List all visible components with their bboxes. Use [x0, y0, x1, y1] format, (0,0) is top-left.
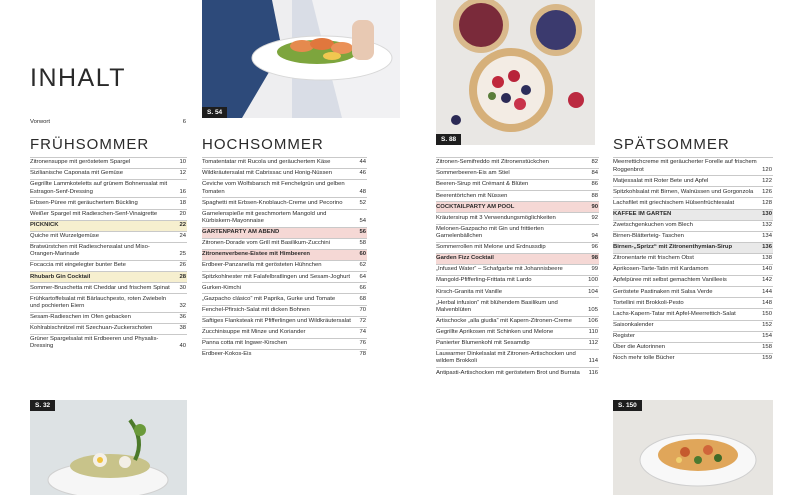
entry-title: Bratwürstchen mit Radieschensalat und Miso-Orangen-Marinade [30, 244, 150, 258]
entry-page: 126 [762, 188, 772, 195]
toc-entry-highlight[interactable] [202, 249, 367, 260]
toc-entry[interactable] [30, 312, 187, 323]
entry-title: Focaccia mit eingelegter bunter Bete [30, 262, 126, 269]
entry-title: Spitzkohlnester mit Falafelbratlingen und Sesam-Joghurt [202, 273, 350, 280]
entry-page: 40 [179, 343, 186, 350]
entry-title: Erdbeer-Kokos-Eis [202, 351, 252, 358]
hochsommer-photo [202, 0, 400, 118]
entry-page: 20 [179, 210, 186, 217]
entry-title: Sommer-Bruschetta mit Cheddar und frischem Spinat [30, 284, 170, 291]
toc-entry-vorwort[interactable] [30, 118, 187, 128]
toc-entry[interactable] [436, 157, 599, 168]
toc-entry[interactable] [30, 168, 187, 179]
toc-entry[interactable] [30, 260, 187, 271]
shrimp-plate-image [202, 0, 400, 118]
entry-title: Sommerbeeren-Eis am Stiel [436, 170, 510, 177]
toc-entry[interactable] [436, 212, 599, 223]
entry-page: 18 [179, 199, 186, 206]
entry-page: 92 [591, 214, 598, 221]
toc-entry[interactable] [202, 179, 367, 197]
entry-title: Zitronensuppe mit geröstetem Spargel [30, 159, 131, 166]
entry-page: 128 [762, 199, 772, 206]
toc-entry[interactable] [613, 197, 773, 208]
toc-entry[interactable] [613, 275, 773, 286]
toc-entry[interactable] [436, 286, 599, 297]
entry-page: 38 [179, 325, 186, 332]
entry-page: 105 [588, 306, 598, 313]
toc-entry[interactable] [613, 320, 773, 331]
entry-page: 12 [179, 170, 186, 177]
entry-title: „Herbal infusion“ mit blühendem Basilikum und Malvenblüten [436, 299, 558, 313]
entry-title: Mangold-Pfifferling-Frittata mit Lardo [436, 277, 532, 284]
toc-entry[interactable] [202, 168, 367, 179]
entry-title: Grüner Spargelsalat mit Erdbeeren und Physalis-Dressing [30, 336, 159, 350]
toc-entry-highlight[interactable] [30, 271, 187, 282]
entry-title: Wildkräutersalat mit Cabrissac und Honig-Nüssen [202, 170, 332, 177]
toc-entry[interactable] [613, 186, 773, 197]
toc-entry[interactable] [436, 316, 599, 327]
entry-title: Beeren-Sirup mit Crémant & Blüten [436, 181, 529, 188]
toc-entry[interactable] [202, 209, 367, 227]
entry-title: Zitronen-Semifreddo mit Zitronenstückchen [436, 159, 549, 166]
pasta-bowl-image [613, 400, 773, 495]
entry-title: Erbsen-Püree mit geräuchertem Bückling [30, 199, 138, 206]
entry-page: 25 [179, 251, 186, 258]
entry-title: COCKTAILPARTY AM POOL [436, 203, 515, 210]
entry-page: 10 [179, 159, 186, 166]
entry-title: Zitronen-Dorade vom Grill mit Basilikum-Zucchini [202, 240, 330, 247]
entry-title: Erdbeer-Panzanella mit gerösteten Hühnchen [202, 262, 322, 269]
entry-title: Sesam-Radieschen im Ofen gebacken [30, 314, 131, 321]
entry-page: 30 [179, 284, 186, 291]
entry-title: Zucchinisuppe mit Minze und Koriander [202, 329, 306, 336]
toc-entry[interactable] [436, 327, 599, 338]
toc-entry[interactable] [202, 327, 367, 338]
entry-page: 88 [591, 192, 598, 199]
entry-title: Spitzkohlsalat mit Birnen, Walnüssen und Gorgonzola [613, 188, 754, 195]
entry-page: 70 [359, 306, 366, 313]
toc-entry[interactable] [30, 179, 187, 197]
toc-entry[interactable] [613, 157, 773, 175]
entry-page: 154 [762, 332, 772, 339]
toc-list-spaetsommer [613, 157, 773, 364]
entry-page: 64 [359, 273, 366, 280]
entry-title: Kohlrabischnitzel mit Szechuan-Zuckerschoten [30, 325, 153, 332]
entry-title: Sommerrollen mit Melone und Erdnussdip [436, 244, 546, 251]
toc-entry[interactable] [613, 231, 773, 242]
toc-entry[interactable] [436, 349, 599, 367]
toc-entry[interactable] [30, 242, 187, 260]
toc-entry-highlight[interactable] [436, 253, 599, 264]
entry-title: KAFFEE IM GARTEN [613, 210, 672, 217]
toc-entry[interactable] [30, 282, 187, 293]
toc-entry[interactable] [436, 338, 599, 349]
entry-title: Saisonkalender [613, 321, 654, 328]
entry-title: Über die Autorinnen [613, 344, 666, 350]
entry-page: 150 [762, 310, 772, 317]
entry-title: Zitronenverbene-Eistee mit Himbeeren [202, 251, 311, 258]
entry-page: 6 [182, 119, 186, 126]
entry-page: 99 [591, 266, 598, 273]
entry-page: 138 [762, 255, 772, 262]
section-title-spaetsommer: SPÄTSOMMER [613, 136, 730, 153]
entry-title: Birnen-Blätterteig- Taschen [613, 233, 684, 240]
entry-page: 106 [588, 317, 598, 324]
entry-page: 68 [359, 295, 366, 302]
toc-entry[interactable] [30, 209, 187, 220]
entry-page: 94 [591, 233, 598, 240]
entry-title: „Infused Water“ – Schafgarbe mit Johannisbeere [436, 266, 563, 273]
spaetsommer-bottom-photo [613, 400, 773, 495]
entry-title: Birnen-„Sprizz“ mit Zitronenthymian-Sirup [613, 244, 733, 251]
toc-entry[interactable] [613, 264, 773, 275]
entry-page: 52 [359, 199, 366, 206]
toc-entry[interactable] [30, 157, 187, 168]
toc-entry[interactable] [202, 271, 367, 282]
entry-title: GARTENPARTY AM ABEND [202, 229, 280, 236]
entry-title: Frühkartoffelsalat mit Bärlauchpesto, roten Zwiebeln und pochierten Eiern [30, 295, 167, 309]
entry-page: 84 [591, 170, 598, 177]
toc-entry[interactable] [613, 175, 773, 186]
entry-title: Meerrettichcreme mit geräucherter Forelle auf frischem Roggenbrot [613, 159, 757, 173]
toc-entry[interactable] [202, 282, 367, 293]
toc-entry[interactable] [613, 308, 773, 319]
toc-entry-highlight[interactable] [436, 201, 599, 212]
toc-entry[interactable] [613, 286, 773, 297]
toc-entry[interactable] [202, 338, 367, 349]
entry-title: Tomatentatar mit Rucola und geräuchertem Käse [202, 159, 331, 166]
toc-entry[interactable] [613, 253, 773, 264]
toc-entry[interactable] [202, 197, 367, 208]
entry-page: 116 [588, 369, 598, 376]
entry-page: 122 [762, 177, 772, 184]
toc-list-fruehsommer [30, 157, 187, 352]
entry-page: 72 [359, 317, 366, 324]
entry-page: 26 [179, 262, 186, 269]
entry-page: 148 [762, 299, 772, 306]
toc-entry[interactable] [30, 334, 187, 352]
entry-title: Vorwort [30, 119, 50, 126]
entry-page: 46 [359, 170, 366, 177]
entry-page: 144 [762, 288, 772, 295]
entry-page: 44 [359, 159, 366, 166]
spaetsommer-top-photo [436, 0, 595, 145]
entry-page: 74 [359, 329, 366, 336]
toc-entry[interactable] [202, 157, 367, 168]
entry-page: 82 [591, 159, 598, 166]
entry-title: Zitronentarte mit frischem Obst [613, 255, 694, 262]
page-ref-badge: S. 150 [613, 400, 642, 411]
entry-title: Sizilianische Caponata mit Gemüse [30, 170, 123, 177]
entry-page: 120 [762, 166, 772, 173]
entry-title: Gegrillte Lammkoteletts auf grünem Bohnensalat mit Estragon-Senf-Dressing [30, 181, 168, 195]
toc-entry[interactable] [613, 297, 773, 308]
entry-page: 134 [762, 233, 772, 240]
entry-page: 114 [588, 358, 598, 365]
page-title: INHALT [30, 64, 127, 92]
entry-page: 86 [591, 181, 598, 188]
toc-entry[interactable] [30, 231, 187, 242]
toc-entry[interactable] [613, 353, 773, 364]
page-ref-badge: S. 32 [30, 400, 55, 411]
entry-title: Fenchel-Pfirsich-Salat mit dicken Bohnen [202, 306, 310, 313]
entry-page: 32 [179, 302, 186, 309]
toc-entry[interactable] [30, 197, 187, 208]
entry-title: Garden Fizz Cocktail [436, 255, 494, 262]
entry-page: 104 [588, 288, 598, 295]
entry-page: 90 [591, 203, 598, 210]
entry-title: Register [613, 332, 635, 339]
entry-page: 58 [359, 240, 366, 247]
toc-entry[interactable] [613, 331, 773, 342]
toc-entry[interactable] [202, 293, 367, 304]
entry-title: Antipasti-Artischocken mit geröstetem Brot und Burrata [436, 369, 580, 376]
entry-title: Spaghetti mit Erbsen-Knoblauch-Creme und Pecorino [202, 199, 343, 206]
entry-page: 140 [762, 266, 772, 273]
toc-entry[interactable] [436, 367, 599, 378]
toc-list-hochsommer [202, 157, 367, 360]
entry-page: 130 [762, 210, 772, 217]
toc-entry[interactable] [436, 168, 599, 179]
entry-title: Panna cotta mit Ingwer-Kirschen [202, 340, 288, 347]
entry-title: Gegrillte Aprikosen mit Schinken und Melone [436, 329, 554, 336]
entry-page: 66 [359, 284, 366, 291]
entry-title: Artischocke „alla giudia“ mit Kapern-Zitronen-Creme [436, 317, 572, 324]
entry-page: 100 [588, 277, 598, 284]
entry-title: Apfelpüree mit selbst gemachtem Vanilleeis [613, 277, 727, 284]
entry-page: 142 [762, 277, 772, 284]
entry-title: Quiche mit Wurzelgemüse [30, 233, 99, 240]
vorwort-list [30, 118, 187, 128]
toc-entry[interactable] [30, 293, 187, 311]
toc-entry-highlight[interactable] [30, 220, 187, 231]
toc-entry[interactable] [202, 316, 367, 327]
entry-page: 158 [762, 344, 772, 350]
page-ref-badge: S. 88 [436, 134, 461, 145]
entry-page: 56 [359, 229, 366, 236]
entry-page: 98 [591, 255, 598, 262]
toc-entry[interactable] [613, 342, 773, 353]
entry-title: Tortellini mit Brokkoli-Pesto [613, 299, 684, 306]
entry-title: Garnelenspieße mit geschmortem Mangold und Kürbiskern-Mayonnaise [202, 210, 327, 225]
entry-title: Lachsfilet mit griechischem Hülsenfrüchtesalat [613, 199, 735, 206]
section-title-fruehsommer: FRÜHSOMMER [30, 136, 150, 153]
entry-page: 24 [179, 233, 186, 240]
toc-entry[interactable] [436, 264, 599, 275]
potato-salad-bowl-image [30, 400, 187, 495]
toc-entry[interactable] [436, 242, 599, 253]
toc-entry[interactable] [202, 238, 367, 249]
entry-page: 36 [179, 314, 186, 321]
entry-page: 132 [762, 221, 772, 228]
entry-title: Kirsch-Granita mit Vanille [436, 288, 503, 295]
entry-title: Geröstete Pastinaken mit Salsa Verde [613, 288, 713, 295]
toc-entry[interactable] [436, 179, 599, 190]
entry-page: 110 [588, 329, 598, 336]
entry-page: 62 [359, 262, 366, 269]
entry-title: Matjessalat mit Roter Bete und Apfel [613, 177, 709, 184]
toc-entry[interactable] [30, 323, 187, 334]
entry-title: Aprikosen-Tarte-Tatin mit Kardamom [613, 266, 709, 273]
toc-list-spaetsommer-continued [436, 157, 599, 378]
entry-title: Lachs-Kapern-Tatar mit Apfel-Meerrettich-Salat [613, 310, 736, 317]
entry-page: 78 [359, 351, 366, 358]
toc-entry[interactable] [202, 305, 367, 316]
toc-entry-highlight[interactable] [202, 227, 367, 238]
toc-entry[interactable] [436, 224, 599, 242]
toc-entry[interactable] [436, 190, 599, 201]
entry-title: Lauwarmer Dinkelsalat mit Zitronen-Artischocken und wildem Brokkoli [436, 351, 576, 365]
entry-page: 112 [588, 340, 598, 347]
toc-entry-highlight[interactable] [613, 242, 773, 253]
section-title-hochsommer: HOCHSOMMER [202, 136, 324, 153]
entry-title: Ceviche vom Wolfsbarsch mit Fenchelgrün und gelben Tomaten [202, 181, 345, 195]
entry-title: PICKNICK [30, 221, 59, 228]
entry-page: 152 [762, 321, 772, 328]
entry-title: Saftiges Flanksteak mit Pfifferlingen und Wildkräutersalat [202, 317, 351, 324]
toc-entry[interactable] [202, 260, 367, 271]
entry-page: 28 [179, 273, 186, 280]
toc-entry[interactable] [613, 220, 773, 231]
entry-title: Panierter Blumenkohl mit Sesamdip [436, 340, 530, 347]
entry-page: 22 [179, 221, 186, 228]
page-ref-badge: S. 54 [202, 107, 227, 118]
entry-title: Weißer Spargel mit Radieschen-Senf-Vinaigrette [30, 210, 158, 217]
entry-title: Rhubarb Gin Cocktail [30, 273, 91, 280]
entry-title: Melonen-Gazpacho mit Gin und frittierten Garnelenbällchen [436, 225, 544, 240]
entry-page: 60 [359, 251, 366, 258]
berry-tarts-image [436, 0, 595, 145]
toc-entry[interactable] [436, 297, 599, 315]
entry-page: 16 [179, 188, 186, 195]
entry-page: 159 [762, 355, 772, 362]
entry-title: Kräutersirup mit 3 Verwendungsmöglichkeiten [436, 214, 556, 221]
entry-title: Beerentörtchen mit Nüssen [436, 192, 508, 199]
entry-page: 76 [359, 340, 366, 347]
entry-title: Gurken-Kimchi [202, 284, 241, 291]
entry-page: 96 [591, 244, 598, 251]
toc-entry[interactable] [202, 349, 367, 360]
entry-title: Zwetschgenkuchen vom Blech [613, 221, 693, 228]
fruehsommer-photo [30, 400, 187, 495]
entry-page: 48 [359, 188, 366, 195]
entry-page: 54 [359, 218, 366, 225]
entry-page: 136 [762, 244, 772, 251]
entry-title: Noch mehr tolle Bücher [613, 355, 675, 362]
toc-entry[interactable] [436, 275, 599, 286]
toc-entry-highlight[interactable] [613, 209, 773, 220]
entry-title: „Gazpacho clásico“ mit Paprika, Gurke und Tomate [202, 295, 336, 302]
